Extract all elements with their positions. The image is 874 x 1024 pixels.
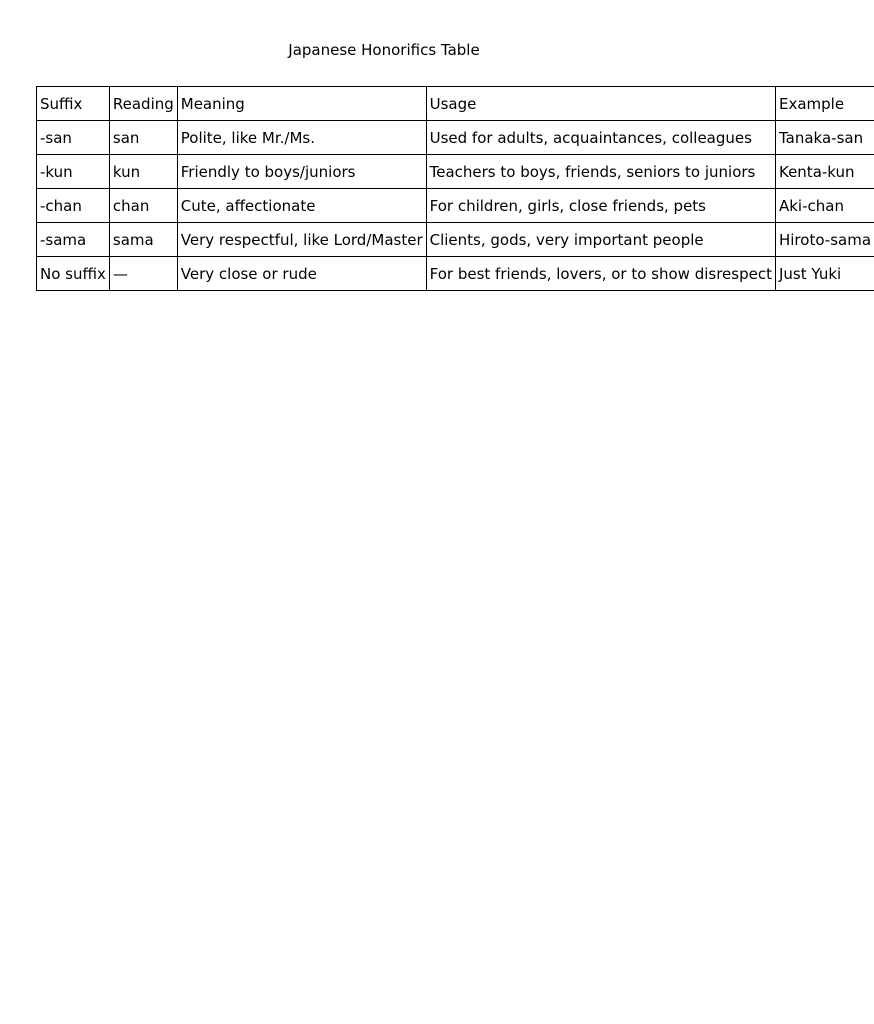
cell-example: Aki-chan (778, 196, 844, 215)
cell-meaning: Friendly to boys/juniors (180, 162, 356, 181)
cell-meaning: Very respectful, like Lord/Master (180, 230, 423, 249)
cell-suffix: No suffix (40, 264, 106, 283)
table-cell (426, 155, 775, 189)
cell-usage: Clients, gods, very important people (429, 230, 704, 249)
cell-usage: For children, girls, close friends, pets (429, 196, 706, 215)
cell-usage: Teachers to boys, friends, seniors to juniors (429, 162, 756, 181)
table-cell (426, 189, 775, 223)
cell-reading: san (112, 128, 140, 147)
cell-usage: For best friends, lovers, or to show disrespect (429, 264, 772, 283)
table-row (37, 223, 874, 257)
table-cell (109, 223, 177, 257)
table-row (37, 155, 874, 189)
cell-meaning: Polite, like Mr./Ms. (180, 128, 315, 147)
table-cell (37, 257, 110, 291)
table-cell (177, 155, 426, 189)
header-usage: Usage (429, 94, 477, 113)
cell-example: Tanaka-san (778, 128, 864, 147)
table-row (37, 257, 874, 291)
table-cell (109, 121, 177, 155)
table-cell (37, 223, 110, 257)
table-cell (109, 257, 177, 291)
header-meaning: Meaning (180, 94, 245, 113)
header-cell (37, 87, 110, 121)
table-cell (775, 121, 874, 155)
header-example: Example (778, 94, 845, 113)
table-cell (426, 121, 775, 155)
table-cell (37, 121, 110, 155)
cell-suffix: -sama (40, 230, 87, 249)
cell-example: Just Yuki (778, 264, 842, 283)
cell-meaning: Cute, affectionate (180, 196, 316, 215)
header-cell (177, 87, 426, 121)
cell-suffix: -kun (40, 162, 73, 181)
cell-reading: — (112, 264, 128, 283)
header-reading: Reading (112, 94, 174, 113)
cell-suffix: -san (40, 128, 72, 147)
table-cell (775, 223, 874, 257)
table-cell (109, 189, 177, 223)
table-cell (177, 189, 426, 223)
page-title: Japanese Honorifics Table (288, 41, 480, 59)
table-cell (775, 189, 874, 223)
table-cell (177, 223, 426, 257)
table-row (37, 189, 874, 223)
cell-example: Kenta-kun (778, 162, 855, 181)
table-cell (37, 189, 110, 223)
header-cell (109, 87, 177, 121)
cell-reading: sama (112, 230, 154, 249)
cell-usage: Used for adults, acquaintances, colleagues (429, 128, 752, 147)
table-row (37, 121, 874, 155)
table-cell (109, 155, 177, 189)
table-cell (37, 155, 110, 189)
cell-reading: chan (112, 196, 150, 215)
cell-suffix: -chan (40, 196, 82, 215)
honorifics-table (36, 86, 874, 291)
table-cell (177, 257, 426, 291)
header-cell (775, 87, 874, 121)
header-suffix: Suffix (40, 94, 83, 113)
table-cell (426, 223, 775, 257)
cell-reading: kun (112, 162, 141, 181)
table-cell (426, 257, 775, 291)
cell-example: Hiroto-sama (778, 230, 872, 249)
cell-meaning: Very close or rude (180, 264, 317, 283)
table-header-row (37, 87, 874, 121)
table-cell (177, 121, 426, 155)
table-cell (775, 257, 874, 291)
header-cell (426, 87, 775, 121)
table-cell (775, 155, 874, 189)
